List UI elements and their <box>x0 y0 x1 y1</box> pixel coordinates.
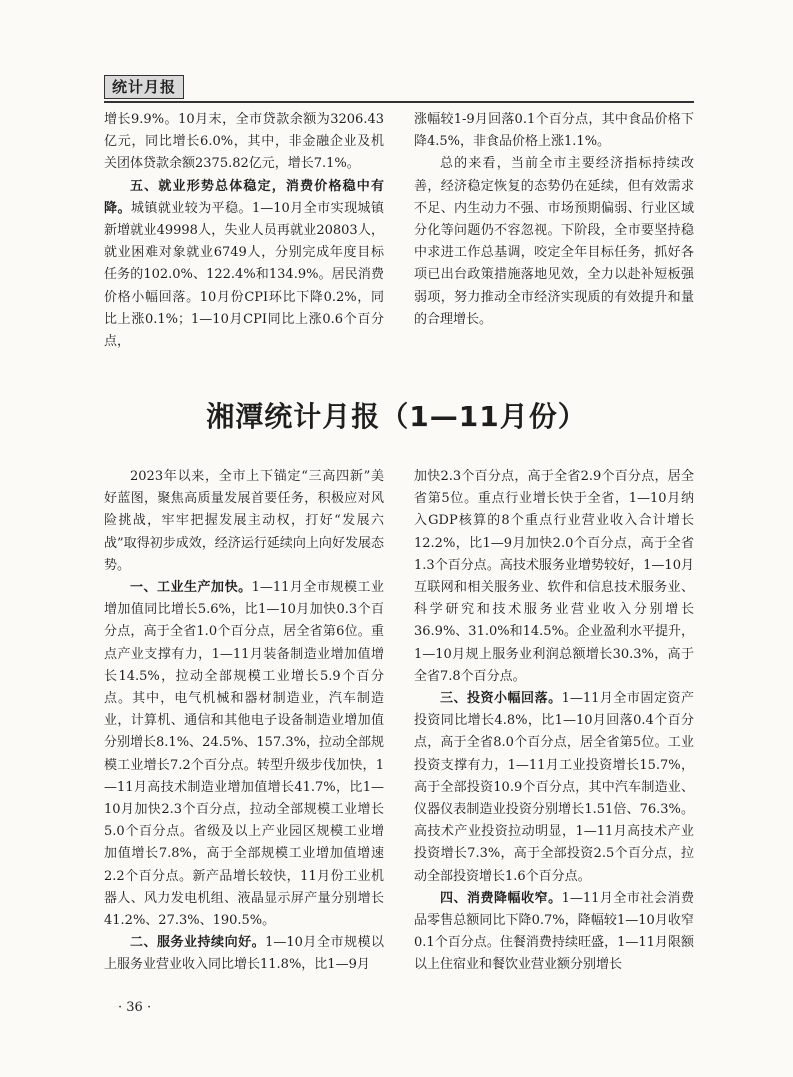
bottom-left-column <box>104 466 384 977</box>
paragraph <box>414 688 694 888</box>
paragraph-body: 1—11月全市规模工业增加值同比增长5.6%，比1—10月加快0.3个百分点，高于全省1.0个百分点，居全省第6位。重点产业支撑有力，1—11月装备制造业增加值增长14.5%，拉动全部规模工业增长5.9个百分点。其中，电气机械和器材制造业，汽车制造业，计算机、通信和其他电子设备制造业增加值分别增长8.1%、24.5%、157.3%，拉动全部规模工业增长7.2个百分点。转型升级步伐加快，1—11月高技术制造业增加值增长41.7%，比1—10月加快2.3个百分点，拉动全部规模工业增长5.0个百分点。省级及以上产业园区规模工业增加值增长7.8%，高于全部规模工业增加值增速2.2个百分点。新产品增长较快，11月份工业机器人、风力发电机组、液晶显示屏产量分别增长41.2%、27.3%、190.5%。 <box>104 580 384 929</box>
paragraph <box>104 932 384 976</box>
article-title: 湘潭统计月报（1—11月份） <box>206 400 587 433</box>
paragraph: 涨幅较1-9月回落0.1个百分点，其中食品价格下降4.5%，非食品价格上涨1.1%。 <box>414 112 694 150</box>
section-heading: 三、投资小幅回落。 <box>440 691 562 707</box>
paragraph: 总的来看，当前全市主要经济指标持续改善，经济稳定恢复的态势仍在延续，但有效需求不足、内生动力不强、市场预期偏弱、行业区域分化等问题仍不容忽视。下阶段，全市要坚持稳中求进工作总基调，咬定全年目标任务，抓好各项已出台政策措施落地见效，全力以赴补短板强弱项，努力推动全市经济实现质的有效提升和量的合理增长。 <box>414 156 694 327</box>
paragraph-body: 1—10月全市规模以上服务业营业收入同比增长11.8%，比1—9月 <box>104 935 384 973</box>
paragraph <box>104 577 384 932</box>
paragraph-body: 城镇就业较为平稳。1—10月全市实现城镇新增就业49998人，失业人员再就业20803人，就业困难对象就业6749人，分别完成年度目标任务的102.0%、122.4%和134.9%。居民消费价格小幅回落。10月份CPI环比下降0.2%，同比上涨0.1%；1—10月CPI同比上涨0.6个百分点， <box>104 200 384 350</box>
section-tag: 统计月报 <box>104 75 184 99</box>
running-header <box>104 71 694 105</box>
section-heading: 一、工业生产加快。 <box>130 580 252 596</box>
paragraph <box>104 176 384 354</box>
top-left-column <box>104 109 384 353</box>
paragraph: 2023年以来，全市上下锚定“三高四新”美好蓝图，聚焦高质量发展首要任务，积极应对风险挑战，牢牢把握发展主动权，打好“发展六战”取得初步成效，经济运行延续向上向好发展态势。 <box>104 469 384 573</box>
paragraph-body: 1—11月全市社会消费品零售总额同比下降0.7%，降幅较1—10月收窄0.1个百分点。住餐消费持续旺盛，1—11月限额以上住宿业和餐饮业营业额分别增长 <box>414 890 694 973</box>
paragraph: 加快2.3个百分点，高于全省2.9个百分点，居全省第5位。重点行业增长快于全省，1—10月纳入GDP核算的8个重点行业营业收入合计增长12.2%，比1—9月加快2.0个百分点，高于全省1.3个百分点。高技术服务业增势较好，1—10月互联网和相关服务业、软件和信息技术服务业、科学研究和技术服务业营业收入分别增长36.9%、31.0%和14.5%。企业盈利水平提升，1—10月规上服务业利润总额增长30.3%，高于全省7.8个百分点。 <box>414 469 694 684</box>
bottom-right-column <box>414 466 694 977</box>
top-right-column <box>414 109 694 331</box>
paragraph: 增长9.9%。10月末，全市贷款余额为3206.43亿元，同比增长6.0%，其中，非金融企业及机关团体贷款余额2375.82亿元，增长7.1%。 <box>104 112 384 172</box>
section-heading: 二、服务业持续向好。 <box>130 935 266 951</box>
section-heading: 五、就业形势总体稳定，消费价格稳中有降。 <box>104 178 384 216</box>
section-heading: 四、消费降幅收窄。 <box>440 890 562 906</box>
paragraph <box>414 888 694 977</box>
header-rule <box>104 101 694 103</box>
paragraph-body: 1—11月全市固定资产投资同比增长4.8%，比1—10月回落0.4个百分点，高于全省8.0个百分点，居全省第5位。工业投资支撑有力，1—11月工业投资增长15.7%，高于全部投资10.9个百分点，其中汽车制造业、仪器仪表制造业投资分别增长1.51倍、76.3%。高技术产业投资拉动明显，1—11月高技术产业投资增长7.3%，高于全部投资2.5个百分点，拉动全部投资增长1.6个百分点。 <box>414 691 694 884</box>
page-number: · 36 · <box>118 1000 152 1015</box>
